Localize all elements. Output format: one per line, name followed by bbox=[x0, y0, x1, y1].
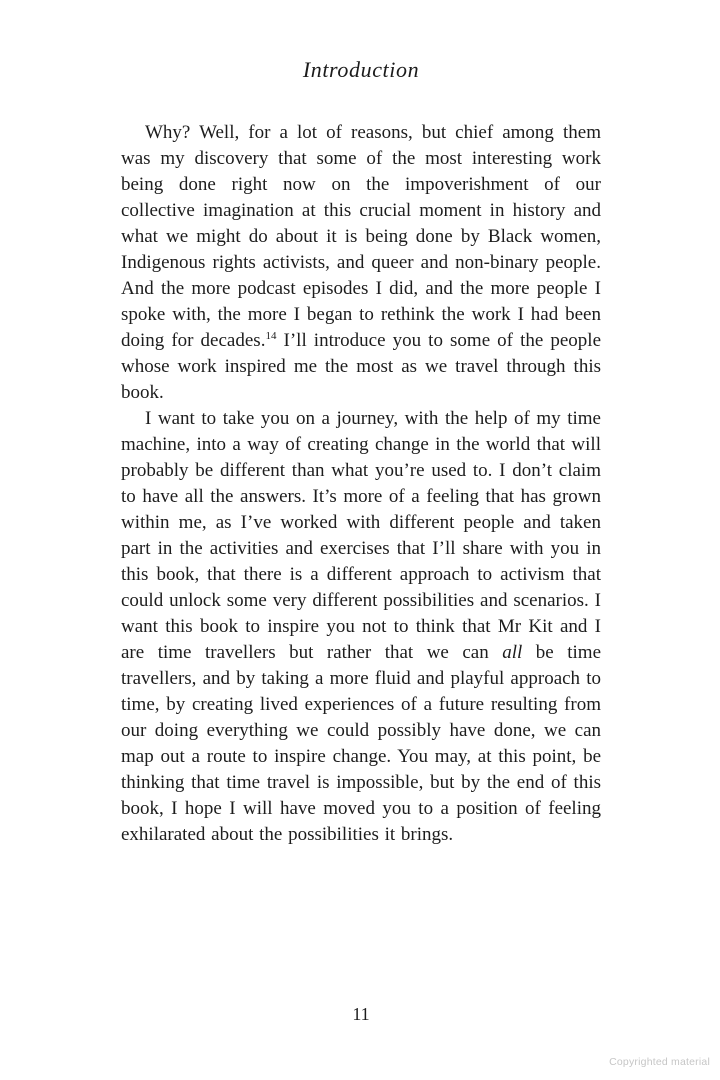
page-number: 11 bbox=[352, 1004, 370, 1024]
text-run: I’ll introduce you to some of the people whose work inspired me the most as we travel through this book. bbox=[121, 330, 601, 403]
text-run: Why? Well, for a lot of reasons, but chief among them was my discovery that some of the most interesting work being done right now on the impoverishment of our collective imagination at this crucial moment in history and what we might do about it is being done by Black women, Indigenous rights activists, and queer and non-binary people. And the more podcast episodes I did, and the more people I spoke with, the more I began to rethink the work I had been doing for decades. bbox=[121, 122, 601, 351]
text-run: I want to take you on a journey, with the help of my time machine, into a way of creating change in the world that will probably be different than what you’re used to. I don’t claim to have all the answers. It’s more of a feeling that has grown within me, as I’ve worked with different people and taken part in the activities and exercises that I’ll share with you in this book, that there is a different approach to activism that could unlock some very different possibilities and scenarios. I want this book to inspire you not to think that Mr Kit and I are time travellers but rather that we can bbox=[121, 408, 601, 663]
body-paragraph bbox=[121, 120, 601, 406]
chapter-title: Introduction bbox=[302, 57, 420, 82]
body-paragraph bbox=[121, 406, 601, 848]
copyright-watermark: Copyrighted material bbox=[609, 1056, 710, 1068]
emphasis-text: all bbox=[502, 642, 523, 663]
body-text-block bbox=[121, 120, 601, 848]
footnote-marker: 14 bbox=[265, 330, 277, 342]
text-run: be time travellers, and by taking a more fluid and playful approach to time, by creating lived experiences of a future resulting from our doing everything we could possibly have done, we can map out a route to inspire change. You may, at this point, be thinking that time travel is impossible, but by the end of this book, I hope I will have moved you to a position of feeling exhilarated about the possibilities it brings. bbox=[121, 642, 601, 845]
